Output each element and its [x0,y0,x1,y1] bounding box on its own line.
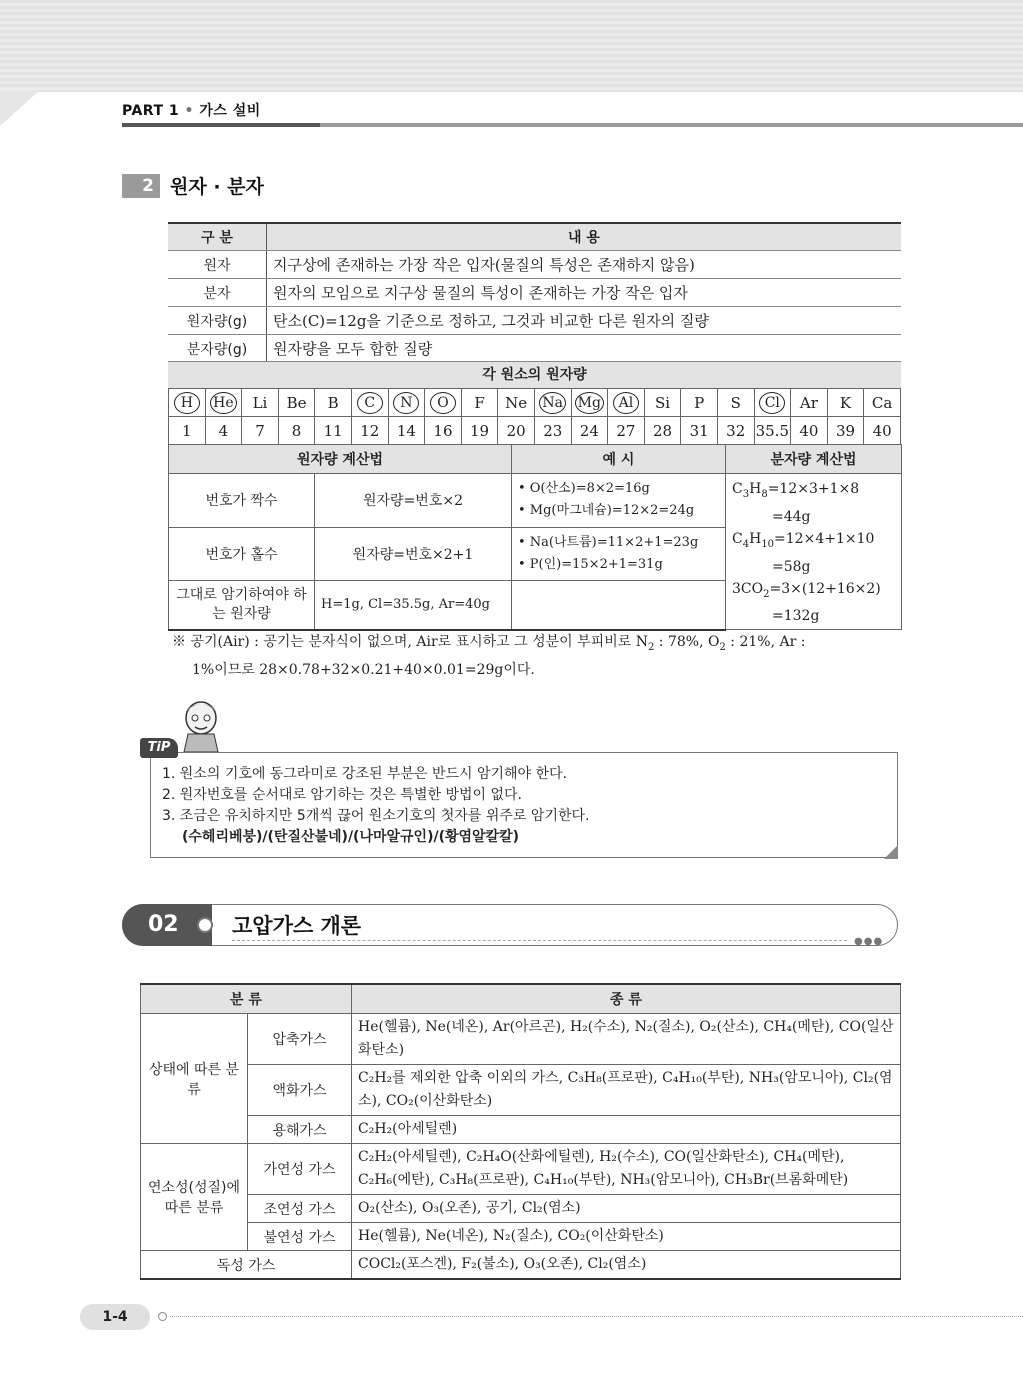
liquefied-gas-list: C₂H₂를 제외한 압축 이외의 가스, C₃H₈(프로판), C₄H₁₀(부탄), NH₃(암모니아), Cl₂(염소), CO₂(이산화탄소) [352,1065,901,1116]
term-cell: 원자 [168,251,267,279]
air-note: ※ 공기(Air) : 공기는 분자식이 없으며, Air로 표시하고 그 성분이 부피비로 $N_2$ : 78%, $O_2$ : 21%, Ar : 1%이므로 28×0.78+32×0.21+40×0.01=29g이다. [172,634,806,678]
element-symbol: P [681,389,718,417]
compressed-gas-list: He(헬륨), Ne(네온), Ar(아르곤), H₂(수소), N₂(질소), O₂(산소), CH₄(메탄), CO(일산화탄소) [352,1014,901,1065]
oxidizing-gas-list: O₂(산소), O₃(오존), 공기, Cl₂(염소) [352,1195,901,1223]
odd-rule: 원자량=번호×2+1 [315,527,512,581]
element-symbol: C [351,389,388,417]
tip-badge: TiP [140,738,178,758]
element-symbol: B [315,389,352,417]
element-weight: 23 [534,417,571,445]
toxic-gas-list: COCl₂(포스겐), F₂(불소), O₃(오존), Cl₂(염소) [352,1251,901,1280]
section-number: 2 [122,174,160,198]
symbol-row [169,389,901,417]
dissolved-gas-list: C₂H₂(아세틸렌) [352,1116,901,1144]
element-symbol: N [388,389,425,417]
element-symbol: Al [608,389,645,417]
molecular-examples: $C_3H_8=12\times 3+1\times 8$ =44g $C_4H_{10}=12\times 4+1\times 10$ =58g $3CO_2=3\times(12+16\times 2)$ =132g [726,474,902,630]
table-row [168,335,901,363]
element-weight: 27 [608,417,645,445]
oxidizing-gas-label: 조연성 가스 [248,1195,352,1223]
classification-table [140,983,901,1280]
element-symbol: Na [534,389,571,417]
footer-dot-icon [158,1312,167,1321]
memorize-label: 그대로 암기하여야 하는 원자량 [169,581,315,630]
element-symbol: K [827,389,864,417]
compressed-gas-label: 압축가스 [248,1014,352,1065]
nonflammable-gas-list: He(헬륨), Ne(네온), N₂(질소), CO₂(이산화탄소) [352,1223,901,1251]
element-weight: 39 [827,417,864,445]
dashed-divider [232,940,847,941]
footer-rule [170,1316,1023,1317]
element-symbol: Be [278,389,315,417]
page-fold-icon [884,845,898,859]
group-state: 상태에 따른 분류 [141,1014,248,1144]
atomic-weights-title: 각 원소의 원자량 [168,361,901,388]
group-combustion: 연소성(성질)에 따른 분류 [141,1144,248,1251]
element-symbol: Ca [864,389,901,417]
element-symbol: S [717,389,754,417]
element-weight: 11 [315,417,352,445]
flammable-gas-list: C₂H₂(아세틸렌), C₂H₄O(산화에틸렌), H₂(수소), CO(일산화탄소), CH₄(메탄), C₂H₆(에탄), C₃H₈(프로판), C₄H₁₀(부탄), NH₃(암모니아), CH₃Br(브롬화메탄) [352,1144,901,1195]
header-rule-light [320,123,1023,127]
definitions-table [168,222,901,363]
tip-content: 1. 원소의 기호에 동그라미로 강조된 부분은 반드시 암기해야 한다. 2. 원자번호를 순서대로 암기하는 것은 특별한 방법이 없다. 3. 조금은 유치하지만 5개씩 끊어 원소기호의 첫자를 위주로 암기한다. (수헤리베붕)/(탄질산불네)/(나마알규인)/(황염알칼칼) [162,766,590,845]
class-header-category: 분 류 [141,984,352,1014]
bullet-icon [197,917,213,933]
element-weight: 32 [717,417,754,445]
desc-cell: 원자량을 모두 합한 질량 [267,335,902,363]
toxic-gas-label: 독성 가스 [141,1251,352,1280]
header-band [0,0,1023,92]
element-weight: 28 [644,417,681,445]
term-cell: 원자량(g) [168,307,267,335]
element-weight: 16 [425,417,462,445]
desc-cell: 지구상에 존재하는 가장 작은 입자(물질의 특성은 존재하지 않음) [267,251,902,279]
odd-label: 번호가 홀수 [169,527,315,581]
running-header: PART 1 • 가스 설비 [122,103,261,119]
even-examples: • O(산소)=8×2=16g • Mg(마그네슘)=12×2=24g [512,474,726,528]
element-weight: 12 [351,417,388,445]
section-title: 원자 · 분자 [170,176,264,198]
class-header-types: 종 류 [352,984,901,1014]
memorize-values: H=1g, Cl=35.5g, Ar=40g [315,581,512,630]
element-weight: 19 [461,417,498,445]
nonflammable-gas-label: 불연성 가스 [248,1223,352,1251]
value-row [169,417,901,445]
calc-header-example: 예 시 [512,445,726,474]
empty-cell [512,581,726,630]
col-header-term: 구 분 [168,223,267,251]
element-symbol: Ar [791,389,828,417]
element-symbol: H [169,389,206,417]
flammable-gas-label: 가연성 가스 [248,1144,352,1195]
liquefied-gas-label: 액화가스 [248,1065,352,1116]
calc-table [168,444,902,631]
element-weight: 14 [388,417,425,445]
col-header-content: 내 용 [267,223,902,251]
element-weight: 1 [169,417,206,445]
table-row [168,251,901,279]
dots-icon: ●●● [854,936,884,947]
desc-cell: 탄소(C)=12g을 기준으로 정하고, 그것과 비교한 다른 원자의 질량 [267,307,902,335]
mascot-icon [176,698,226,752]
element-weight: 4 [205,417,242,445]
dissolved-gas-label: 용해가스 [248,1116,352,1144]
page-number: 1-4 [80,1304,150,1330]
element-weight: 20 [498,417,535,445]
section2-title: 고압가스 개론 [232,914,362,938]
calc-header-method: 원자량 계산법 [169,445,512,474]
table-row [168,279,901,307]
element-symbol: Li [242,389,279,417]
atomic-weights-table [168,388,901,445]
desc-cell: 원자의 모임으로 지구상 물질의 특성이 존재하는 가장 작은 입자 [267,279,902,307]
even-rule: 원자량=번호×2 [315,474,512,528]
element-symbol: He [205,389,242,417]
element-weight: 31 [681,417,718,445]
element-weight: 40 [864,417,901,445]
element-weight: 40 [791,417,828,445]
calc-header-molecular: 분자량 계산법 [726,445,902,474]
element-symbol: Ne [498,389,535,417]
element-symbol: O [425,389,462,417]
element-weight: 35.5 [754,417,791,445]
element-symbol: Si [644,389,681,417]
odd-examples: • Na(나트륨)=11×2+1=23g • P(인)=15×2+1=31g [512,527,726,581]
even-label: 번호가 짝수 [169,474,315,528]
element-weight: 24 [571,417,608,445]
term-cell: 분자량(g) [168,335,267,363]
section2-number: 02 [122,904,212,946]
element-weight: 8 [278,417,315,445]
term-cell: 분자 [168,279,267,307]
element-symbol: Cl [754,389,791,417]
element-symbol: Mg [571,389,608,417]
element-weight: 7 [242,417,279,445]
header-corner [0,90,40,126]
element-symbol: F [461,389,498,417]
table-row [168,307,901,335]
